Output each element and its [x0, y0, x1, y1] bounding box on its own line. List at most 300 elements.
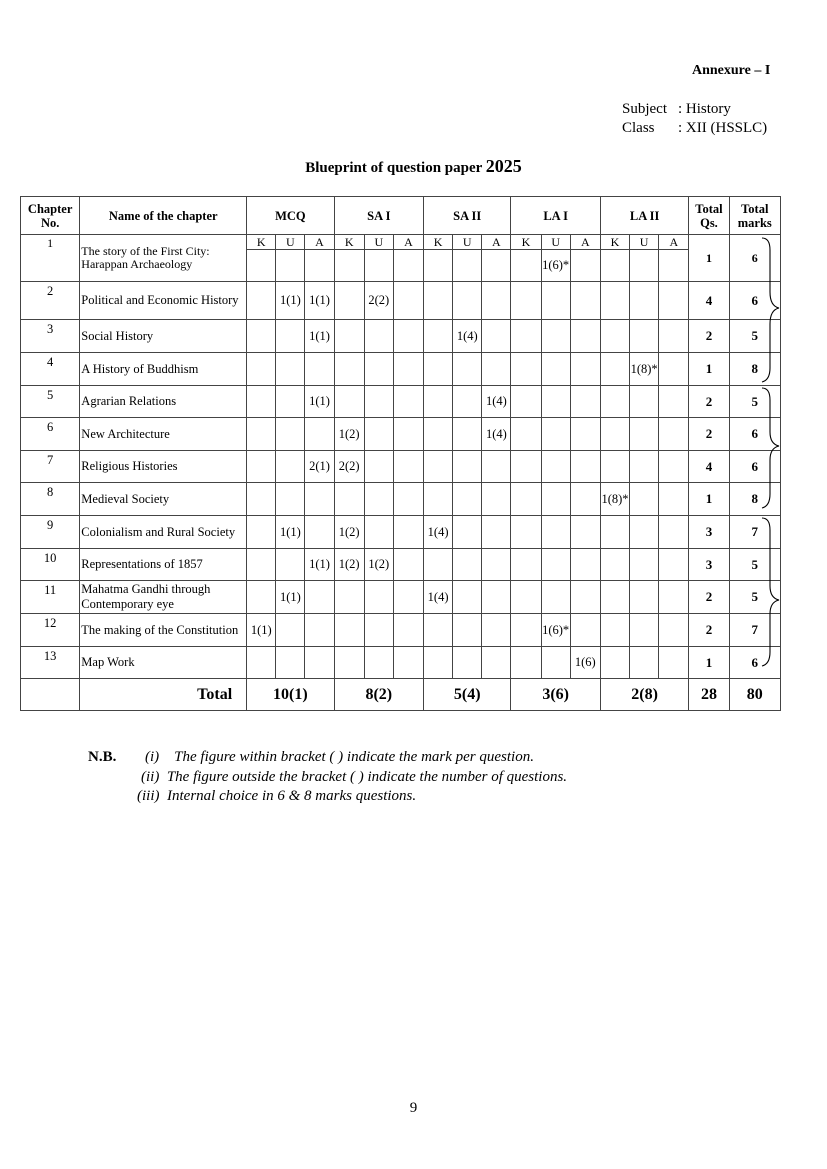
mark-cell [393, 483, 423, 516]
mark-cell: 1(2) [334, 418, 364, 451]
mark-cell [334, 581, 364, 614]
mark-cell: 1(4) [482, 418, 511, 451]
mark-cell: 1(6)* [541, 614, 570, 647]
mark-cell [659, 418, 689, 451]
subheader-cell: A [659, 235, 689, 250]
mark-cell [247, 418, 276, 451]
mark-cell [511, 549, 541, 581]
chapter-no: 10 [21, 549, 80, 581]
mark-cell: 2(2) [364, 282, 393, 320]
note-3-text: Internal choice in 6 & 8 marks questions. [167, 788, 417, 804]
header-row [21, 197, 781, 235]
subheader-row [21, 235, 781, 250]
chapter-name: Social History [80, 320, 247, 353]
note-3 [137, 787, 416, 807]
mark-cell [659, 614, 689, 647]
mark-cell [247, 451, 276, 483]
mark-cell [511, 418, 541, 451]
mark-cell [334, 483, 364, 516]
mark-cell [659, 282, 689, 320]
mark-cell: 1(1) [305, 386, 334, 418]
subheader-cell: K [600, 235, 629, 250]
mark-cell [659, 581, 689, 614]
mark-cell [630, 581, 659, 614]
total-blank [21, 679, 80, 711]
mark-cell [511, 451, 541, 483]
row-total-qs: 1 [689, 353, 729, 386]
mark-cell [334, 647, 364, 679]
table-row [21, 647, 781, 679]
subheader-cell: U [630, 235, 659, 250]
mark-cell [570, 386, 600, 418]
row-total-qs: 2 [689, 320, 729, 353]
mark-cell [424, 353, 453, 386]
chapter-name: Political and Economic History [80, 282, 247, 320]
subheader-cell: K [247, 235, 276, 250]
chapter-no: 2 [21, 282, 80, 320]
mark-cell [247, 353, 276, 386]
mark-cell [659, 483, 689, 516]
mark-cell [659, 549, 689, 581]
mark-cell [541, 451, 570, 483]
header-la2: LA II [600, 197, 688, 235]
mark-cell [334, 250, 364, 282]
mark-cell [511, 320, 541, 353]
mark-cell [600, 451, 629, 483]
chapter-name: Mahatma Gandhi through Contemporary eye [80, 581, 247, 614]
mark-cell [600, 418, 629, 451]
mark-cell [570, 250, 600, 282]
mark-cell [541, 353, 570, 386]
mark-cell [364, 451, 393, 483]
chapter-no: 3 [21, 320, 80, 353]
chapter-name: New Architecture [80, 418, 247, 451]
table-row [21, 549, 781, 581]
mark-cell [334, 353, 364, 386]
class-value: : XII (HSSLC) [678, 120, 768, 136]
total-label: Total [80, 679, 247, 711]
mark-cell [276, 549, 305, 581]
mark-cell: 1(2) [334, 516, 364, 549]
mark-cell [393, 614, 423, 647]
note-1-text: The figure within bracket ( ) indicate the mark per question. [174, 749, 534, 765]
header-chapter-name: Name of the chapter [80, 197, 247, 235]
mark-cell [570, 483, 600, 516]
mark-cell [659, 353, 689, 386]
mark-cell [600, 647, 629, 679]
mark-cell [511, 483, 541, 516]
total-group-cell: 2(8) [600, 679, 688, 711]
mark-cell [364, 320, 393, 353]
mark-cell [600, 320, 629, 353]
mark-cell [482, 516, 511, 549]
mark-cell [364, 516, 393, 549]
mark-cell [570, 418, 600, 451]
mark-cell [453, 614, 482, 647]
row-total-marks: 8 [729, 483, 780, 516]
subheader-cell: A [482, 235, 511, 250]
mark-cell [570, 549, 600, 581]
header-chapter-no: Chapter No. [21, 197, 80, 235]
mark-cell [276, 320, 305, 353]
mark-cell [541, 282, 570, 320]
mark-cell [630, 320, 659, 353]
mark-cell [247, 282, 276, 320]
table-row [21, 516, 781, 549]
mark-cell [247, 483, 276, 516]
total-row [21, 679, 781, 711]
mark-cell [453, 647, 482, 679]
mark-cell: 1(8)* [600, 483, 629, 516]
mark-cell [600, 250, 629, 282]
header-la1: LA I [511, 197, 600, 235]
row-total-marks: 6 [729, 418, 780, 451]
mark-cell [511, 386, 541, 418]
mark-cell [630, 386, 659, 418]
total-group-cell: 3(6) [511, 679, 600, 711]
mark-cell [276, 250, 305, 282]
mark-cell [334, 386, 364, 418]
mark-cell [334, 282, 364, 320]
mark-cell: 1(2) [364, 549, 393, 581]
mark-cell [364, 418, 393, 451]
table-row [21, 581, 781, 614]
chapter-name: Medieval Society [80, 483, 247, 516]
mark-cell [364, 353, 393, 386]
row-total-marks: 5 [729, 581, 780, 614]
subheader-cell: K [334, 235, 364, 250]
mark-cell [247, 320, 276, 353]
chapter-no: 13 [21, 647, 80, 679]
mark-cell [511, 614, 541, 647]
mark-cell [424, 250, 453, 282]
mark-cell [247, 647, 276, 679]
mark-cell [511, 353, 541, 386]
mark-cell [453, 451, 482, 483]
row-total-qs: 2 [689, 614, 729, 647]
chapter-name: The story of the First City: Harappan Archaeology [80, 235, 247, 282]
mark-cell [424, 418, 453, 451]
mark-cell [247, 516, 276, 549]
mark-cell [630, 451, 659, 483]
mark-cell [305, 647, 334, 679]
mark-cell [393, 516, 423, 549]
mark-cell: 1(4) [482, 386, 511, 418]
mark-cell [453, 516, 482, 549]
grand-total-marks: 80 [729, 679, 780, 711]
chapter-no: 8 [21, 483, 80, 516]
mark-cell [424, 282, 453, 320]
mark-cell: 1(1) [247, 614, 276, 647]
note-2 [141, 768, 567, 788]
mark-cell [305, 250, 334, 282]
table-row [21, 282, 781, 320]
subheader-cell: A [393, 235, 423, 250]
mark-cell [630, 483, 659, 516]
subheader-cell: A [570, 235, 600, 250]
mark-cell [482, 549, 511, 581]
page-number: 9 [409, 1100, 418, 1116]
mark-cell [570, 451, 600, 483]
mark-cell [541, 320, 570, 353]
chapter-no: 12 [21, 614, 80, 647]
subheader-cell: K [511, 235, 541, 250]
mark-cell [570, 516, 600, 549]
mark-cell [393, 353, 423, 386]
mark-cell [630, 647, 659, 679]
title-year: 2025 [485, 156, 522, 176]
mark-cell [570, 581, 600, 614]
mark-cell [541, 386, 570, 418]
mark-cell [600, 614, 629, 647]
mark-cell: 2(1) [305, 451, 334, 483]
mark-cell [541, 581, 570, 614]
row-total-marks: 5 [729, 549, 780, 581]
mark-cell: 1(4) [424, 516, 453, 549]
chapter-name: Agrarian Relations [80, 386, 247, 418]
mark-cell [570, 614, 600, 647]
table-row [21, 320, 781, 353]
mark-cell [276, 386, 305, 418]
header-total-qs: Total Qs. [689, 197, 729, 235]
subheader-cell: U [453, 235, 482, 250]
header-sa2: SA II [424, 197, 511, 235]
chapter-no: 5 [21, 386, 80, 418]
mark-cell [364, 647, 393, 679]
mark-cell [247, 581, 276, 614]
row-total-marks: 8 [729, 353, 780, 386]
note-2-text: The figure outside the bracket ( ) indicate the number of questions. [166, 768, 568, 785]
mark-cell: 1(4) [424, 581, 453, 614]
chapter-name: Religious Histories [80, 451, 247, 483]
table-row [21, 614, 781, 647]
mark-cell: 1(6) [570, 647, 600, 679]
mark-cell: 1(1) [276, 516, 305, 549]
blueprint-table [20, 196, 781, 711]
mark-cell [393, 549, 423, 581]
mark-cell: 1(1) [276, 282, 305, 320]
chapter-name: The making of the Constitution [80, 614, 247, 647]
mark-cell [393, 418, 423, 451]
subheader-cell: A [305, 235, 334, 250]
mark-cell [482, 282, 511, 320]
title-text: Blueprint of question paper [305, 160, 483, 176]
mark-cell [305, 483, 334, 516]
mark-cell [393, 320, 423, 353]
row-total-marks: 5 [729, 386, 780, 418]
mark-cell [570, 353, 600, 386]
mark-cell: 1(1) [305, 320, 334, 353]
mark-cell: 2(2) [334, 451, 364, 483]
mark-cell [453, 483, 482, 516]
mark-cell [334, 320, 364, 353]
mark-cell [424, 451, 453, 483]
subject-class-block [622, 100, 767, 138]
mark-cell [511, 647, 541, 679]
note-2-num: (ii) [141, 768, 160, 785]
mark-cell [364, 386, 393, 418]
subheader-cell: K [424, 235, 453, 250]
table-row [21, 418, 781, 451]
mark-cell [630, 516, 659, 549]
mark-cell [630, 250, 659, 282]
table-row [21, 386, 781, 418]
mark-cell [393, 386, 423, 418]
mark-cell [364, 581, 393, 614]
mark-cell [541, 516, 570, 549]
mark-cell [247, 250, 276, 282]
mark-cell [630, 418, 659, 451]
row-total-qs: 2 [689, 581, 729, 614]
mark-cell [659, 320, 689, 353]
mark-cell [570, 282, 600, 320]
row-total-qs: 1 [689, 235, 729, 282]
header-sa1: SA I [334, 197, 423, 235]
mark-cell [600, 581, 629, 614]
total-group-cell: 10(1) [247, 679, 334, 711]
note-1-num: (i) [145, 749, 160, 765]
row-total-qs: 1 [689, 483, 729, 516]
mark-cell [424, 320, 453, 353]
mark-cell [659, 647, 689, 679]
subject-value: : History [678, 101, 731, 117]
chapter-no: 9 [21, 516, 80, 549]
mark-cell [600, 282, 629, 320]
row-total-marks: 6 [729, 451, 780, 483]
mark-cell [424, 647, 453, 679]
mark-cell [305, 614, 334, 647]
mark-cell [541, 418, 570, 451]
grand-total-qs: 28 [689, 679, 729, 711]
mark-cell [364, 614, 393, 647]
mark-cell [424, 386, 453, 418]
mark-cell [334, 614, 364, 647]
subheader-cell: U [276, 235, 305, 250]
mark-cell [453, 282, 482, 320]
subheader-cell: U [364, 235, 393, 250]
row-total-marks: 6 [729, 235, 780, 282]
mark-cell [393, 647, 423, 679]
mark-cell [276, 418, 305, 451]
mark-cell [482, 483, 511, 516]
mark-cell [600, 516, 629, 549]
row-total-marks: 6 [729, 647, 780, 679]
row-total-qs: 3 [689, 549, 729, 581]
chapter-no: 6 [21, 418, 80, 451]
total-group-cell: 5(4) [424, 679, 511, 711]
mark-cell: 1(1) [305, 282, 334, 320]
mark-cell [424, 549, 453, 581]
table-row [21, 451, 781, 483]
row-total-marks: 7 [729, 614, 780, 647]
row-total-marks: 6 [729, 282, 780, 320]
table-row [21, 353, 781, 386]
mark-cell [276, 647, 305, 679]
mark-cell [393, 250, 423, 282]
header-total-marks: Total marks [729, 197, 780, 235]
mark-cell [364, 250, 393, 282]
mark-cell [276, 451, 305, 483]
mark-cell [570, 320, 600, 353]
mark-cell [511, 581, 541, 614]
mark-cell [541, 483, 570, 516]
row-total-marks: 5 [729, 320, 780, 353]
mark-cell [305, 581, 334, 614]
mark-cell [393, 282, 423, 320]
mark-cell [453, 581, 482, 614]
mark-cell [393, 581, 423, 614]
mark-cell: 1(8)* [630, 353, 659, 386]
mark-cell [305, 516, 334, 549]
mark-cell [482, 250, 511, 282]
class-label: Class [622, 120, 655, 136]
mark-cell [482, 451, 511, 483]
mark-cell [393, 451, 423, 483]
mark-cell [659, 451, 689, 483]
mark-cell [453, 250, 482, 282]
note-1 [145, 748, 534, 768]
mark-cell [511, 282, 541, 320]
subheader-cell: U [541, 235, 570, 250]
mark-cell [659, 516, 689, 549]
mark-cell [276, 353, 305, 386]
mark-cell [247, 549, 276, 581]
mark-cell [305, 418, 334, 451]
mark-cell [424, 614, 453, 647]
row-total-qs: 3 [689, 516, 729, 549]
mark-cell [424, 483, 453, 516]
chapter-no: 7 [21, 451, 80, 483]
mark-cell [659, 250, 689, 282]
mark-cell [453, 549, 482, 581]
row-total-marks: 7 [729, 516, 780, 549]
mark-cell [453, 353, 482, 386]
annexure-label: Annexure – I [692, 63, 771, 78]
mark-cell [600, 386, 629, 418]
document-title [0, 156, 827, 177]
mark-cell [453, 418, 482, 451]
chapter-no: 11 [21, 581, 80, 614]
mark-cell [364, 483, 393, 516]
table-row [21, 483, 781, 516]
mark-cell [482, 581, 511, 614]
chapter-name: Representations of 1857 [80, 549, 247, 581]
nb-label: N.B. [88, 749, 117, 765]
chapter-no: 4 [21, 353, 80, 386]
mark-cell: 1(1) [276, 581, 305, 614]
mark-cell [305, 353, 334, 386]
mark-cell [630, 549, 659, 581]
row-total-qs: 2 [689, 418, 729, 451]
row-total-qs: 1 [689, 647, 729, 679]
row-total-qs: 4 [689, 451, 729, 483]
mark-cell [276, 483, 305, 516]
mark-cell: 1(2) [334, 549, 364, 581]
mark-cell [511, 516, 541, 549]
mark-cell [482, 353, 511, 386]
mark-cell [276, 614, 305, 647]
mark-cell [600, 353, 629, 386]
chapter-name: Map Work [80, 647, 247, 679]
row-total-qs: 4 [689, 282, 729, 320]
header-mcq: MCQ [247, 197, 334, 235]
chapter-name: A History of Buddhism [80, 353, 247, 386]
mark-cell [541, 647, 570, 679]
subject-label: Subject [622, 101, 667, 117]
mark-cell [247, 386, 276, 418]
chapter-no: 1 [21, 235, 80, 282]
mark-cell [453, 386, 482, 418]
